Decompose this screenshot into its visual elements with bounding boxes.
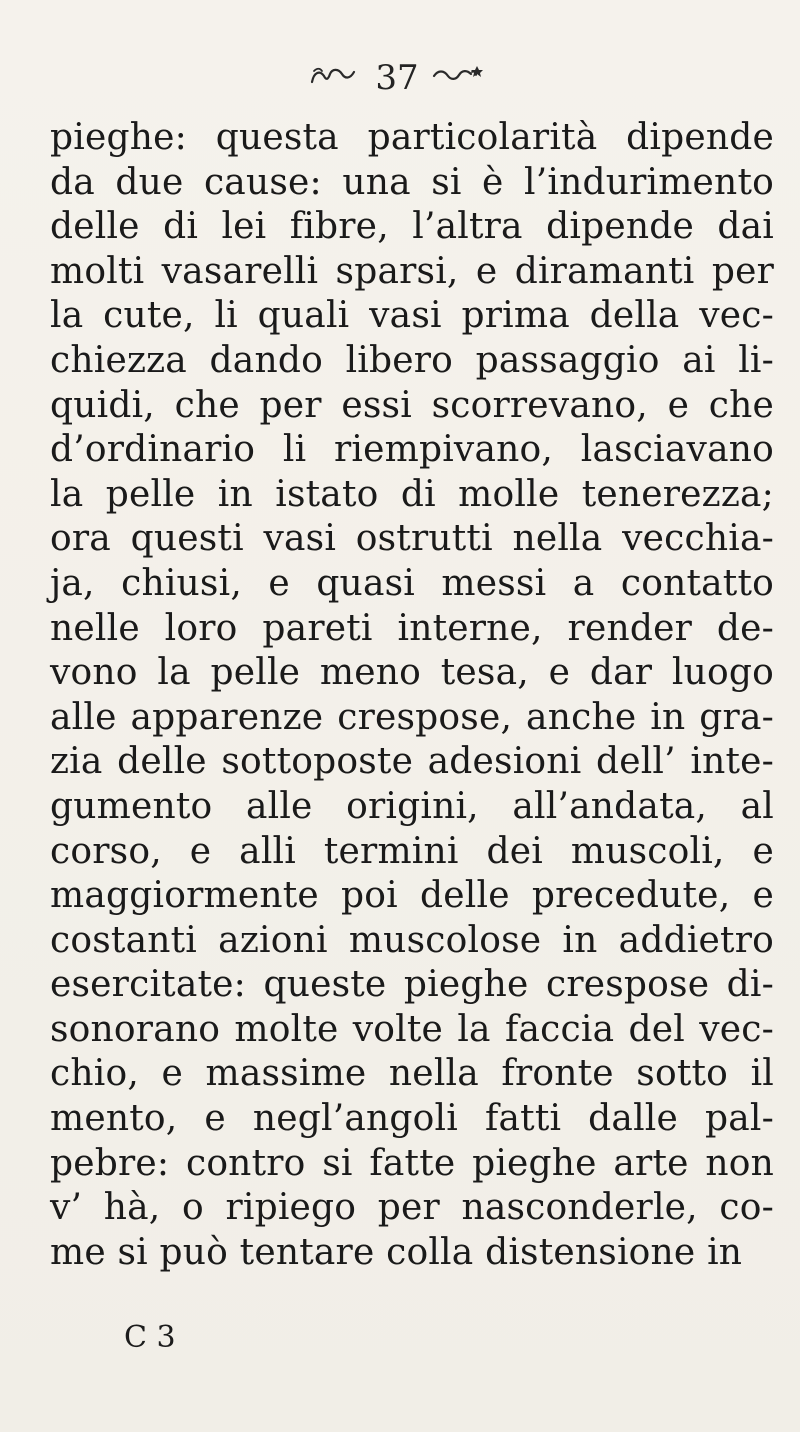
text-line: vono la pelle meno tesa, e dar luogo [50,652,774,694]
text-line: sonorano molte volte la faccia del vec- [50,1008,774,1050]
text-line: quidi, che per essi scorrevano, e che [50,384,774,426]
left-ornament-icon [304,62,362,92]
text-line: molti vasarelli sparsi, e diramanti per [50,250,774,292]
page-header [0,52,800,108]
text-line: costanti azioni muscolose in addietro [50,919,774,961]
text-line: pebre: contro si fatte pieghe arte non [50,1142,774,1184]
text-line: corso, e alli termini dei muscoli, e [50,830,774,872]
text-line: chiezza dando libero passaggio ai li- [50,339,774,381]
text-line: nelle loro pareti interne, render de- [50,607,774,649]
text-line: pieghe: questa particolarità dipende [50,117,774,158]
text-line: ja, chiusi, e quasi messi a contatto [50,562,774,604]
text-line: zia delle sottoposte adesioni dell’ inte- [50,741,774,783]
text-line: maggiormente poi delle precedute, e [50,875,774,917]
text-line: mento, e negl’angoli fatti dalle pal- [50,1098,774,1140]
text-line: la cute, li quali vasi prima della vec- [50,295,774,337]
page-number: 37 [375,58,419,98]
printer-signature: C 3 [124,1320,176,1355]
text-line: alle apparenze crespose, anche in gra- [50,696,774,738]
text-line: d’ordinario li riempivano, lasciavano [50,429,774,471]
main-text [50,116,774,1275]
text-line: la pelle in istato di molle tenerezza; [50,473,774,515]
text-line: chio, e massime nella fronte sotto il [50,1053,774,1095]
text-line: ora questi vasi ostrutti nella vecchia- [50,518,774,560]
text-line: gumento alle origini, all’andata, al [50,785,774,827]
right-ornament-icon [428,62,486,92]
text-line: esercitate: queste pieghe crespose di- [50,964,774,1006]
text-line: v’ hà, o ripiego per nasconderle, co- [50,1187,774,1229]
text-line: me si può tentare colla distensione in [50,1231,743,1273]
text-line: delle di lei fibre, l’altra dipende dai [50,206,774,248]
text-line: da due cause: una si è l’indurimento [50,161,774,203]
